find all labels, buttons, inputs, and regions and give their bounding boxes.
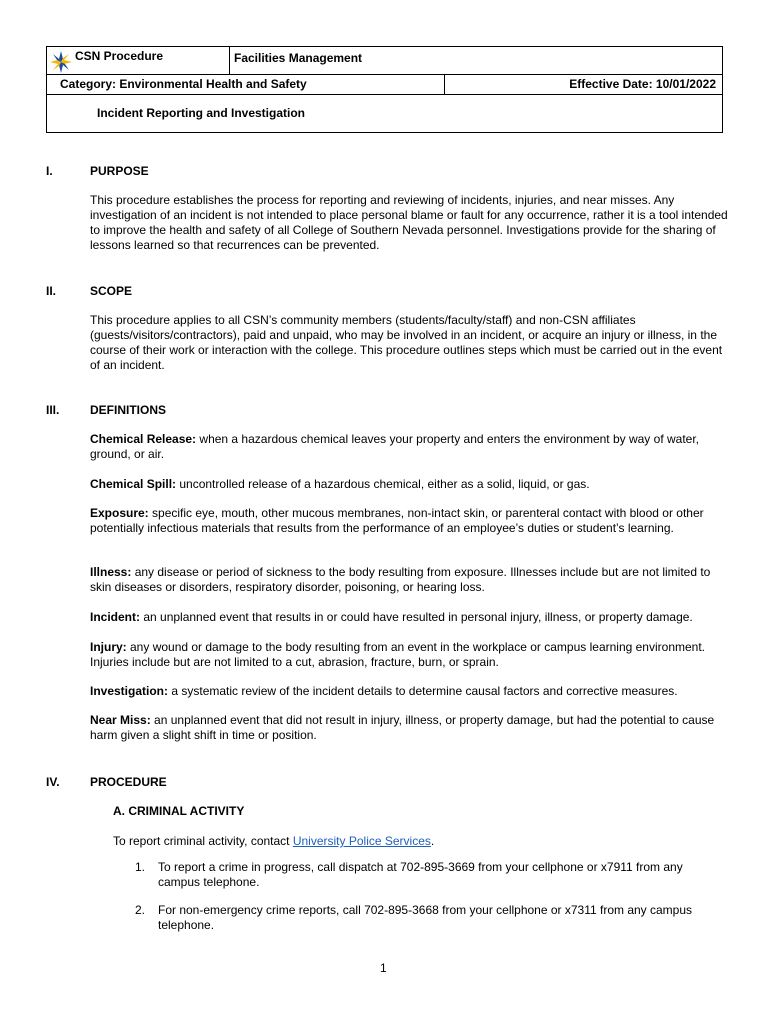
definition-illness	[90, 565, 730, 595]
section-title-scope: SCOPE	[90, 284, 133, 298]
header-cell-title	[47, 94, 722, 133]
intro-end: .	[430, 834, 435, 848]
header-cell-department	[230, 47, 722, 74]
definition-text: an unplanned event that did not result in injury, illness, or property damage, but had the potential to cause harm given a slight shift in time or position.	[90, 713, 715, 742]
header-category: Category: Environmental Health and Safety	[60, 77, 307, 91]
subsection-title-criminal-activity: A. CRIMINAL ACTIVITY	[113, 804, 245, 818]
definition-text: when a hazardous chemical leaves your property and enters the environment by way of water, ground, or air.	[90, 432, 700, 461]
definition-text: any wound or damage to the body resulting from an event in the workplace or campus learning environment. Injuries include but are not limited to a cut, abrasion, fracture, burn, or sprain.	[90, 640, 705, 669]
section-number-procedure: IV.	[46, 775, 60, 789]
definition-text: a systematic review of the incident details to determine causal factors and corrective measures.	[168, 684, 678, 698]
section-number-definitions: III.	[46, 403, 60, 417]
definition-term: Incident:	[90, 610, 140, 624]
section-number-purpose: I.	[46, 164, 53, 178]
purpose-paragraph: This procedure establishes the process for reporting and reviewing of incidents, injuries, and near misses. Any investigation of an incident is not intended to place personal blame or fault for any occurrence, rather it is a tool intended to improve the health and safety of all College of Southern Nevada personnel. Investigations provide for the sharing of lessons learned so that recurrences can be prevented.	[90, 193, 728, 252]
definition-investigation	[90, 684, 730, 699]
header-row-3	[47, 94, 722, 133]
definition-term: Illness:	[90, 565, 132, 579]
header-department: Facilities Management	[234, 51, 363, 65]
definition-exposure	[90, 506, 730, 536]
definition-chemical-release	[90, 432, 730, 462]
procedure-header-table	[46, 46, 723, 133]
definition-text: specific eye, mouth, other mucous membranes, non-intact skin, or parenteral contact with blood or other potentially infectious materials that results from the performance of an employee’s duties or student’s learning.	[90, 506, 704, 535]
header-org: CSN Procedure	[75, 49, 164, 63]
list-item-crime-in-progress: To report a crime in progress, call dispatch at 702-895-3669 from your cellphone or x7911 from any campus telephone.	[158, 860, 683, 889]
page-number: 1	[380, 961, 387, 975]
list-item-non-emergency: For non-emergency crime reports, call 702-895-3668 from your cellphone or x7311 from any campus telephone.	[158, 903, 693, 932]
section-title-definitions: DEFINITIONS	[90, 403, 167, 417]
university-police-services-link[interactable]: University Police Services	[292, 834, 431, 848]
list-item-number: 2.	[135, 903, 146, 917]
definition-term: Exposure:	[90, 506, 149, 520]
section-title-purpose: PURPOSE	[90, 164, 149, 178]
list-item-number: 1.	[135, 860, 146, 874]
header-effective-date: Effective Date: 10/01/2022	[569, 77, 716, 91]
definition-text: uncontrolled release of a hazardous chemical, either as a solid, liquid, or gas.	[176, 477, 590, 491]
header-row-2	[47, 74, 722, 95]
definition-term: Near Miss:	[90, 713, 151, 727]
scope-paragraph: This procedure applies to all CSN’s community members (students/faculty/staff) and non-CSN affiliates (guests/visitors/contractors), paid and unpaid, who may be involved in an incident, or acquire an injury or illness, in the course of their work or interaction with the college. This procedure outlines steps which must be carried out in the event of an incident.	[90, 313, 723, 372]
definition-term: Injury:	[90, 640, 127, 654]
header-cell-org	[47, 47, 230, 74]
definition-term: Chemical Spill:	[90, 477, 177, 491]
definition-chemical-spill	[90, 477, 730, 492]
procedure-title: Incident Reporting and Investigation	[97, 106, 306, 120]
header-cell-category	[47, 74, 445, 94]
intro-text: To report criminal activity, contact	[113, 834, 293, 848]
definition-term: Investigation:	[90, 684, 169, 698]
definition-text: an unplanned event that results in or could have resulted in personal injury, illness, or property damage.	[140, 610, 693, 624]
csn-logo-icon	[49, 50, 73, 74]
section-number-scope: II.	[46, 284, 57, 298]
definition-incident	[90, 610, 730, 625]
section-title-procedure: PROCEDURE	[90, 775, 167, 789]
definition-near-miss	[90, 713, 730, 743]
definition-term: Chemical Release:	[90, 432, 197, 446]
definition-text: any disease or period of sickness to the body resulting from exposure. Illnesses include but are not limited to skin diseases or disorders, respiratory disorder, poisoning, or hearing loss.	[90, 565, 711, 594]
header-row-1	[47, 47, 722, 75]
criminal-activity-intro	[113, 834, 733, 849]
definition-injury	[90, 640, 730, 670]
header-cell-effective	[445, 74, 722, 94]
